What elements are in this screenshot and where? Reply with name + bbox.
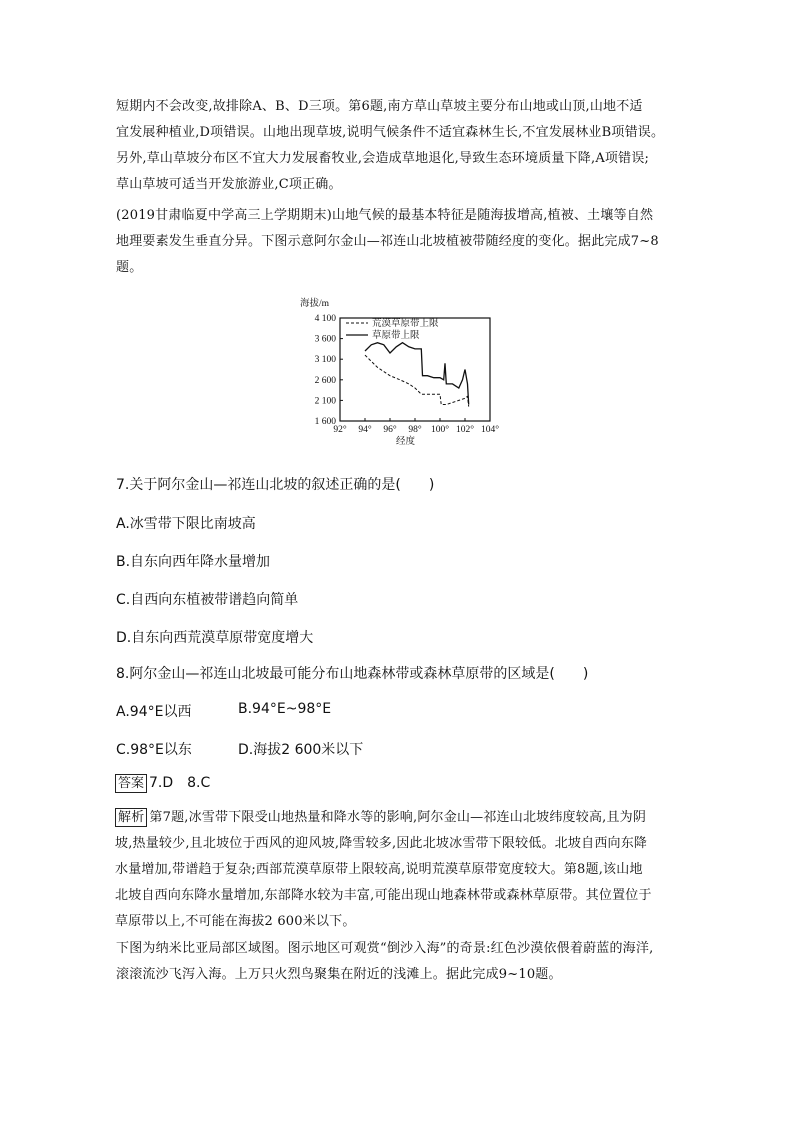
q7-option-b[interactable]: B.自东向西年降水量增加 — [116, 554, 271, 570]
text-line: 另外,草山草坡分布区不宜大力发展畜牧业,会造成草地退化,导致生态环境质量下降,A项错误; — [116, 151, 650, 166]
answer-tag: 答案 — [115, 774, 147, 793]
text-line: 宜发展种植业,D项错误。山地出现草坡,说明气候条件不适宜森林生长,不宜发展林业B项错误。 — [116, 125, 665, 140]
text-line: 草山草坡可适当开发旅游业,C项正确。 — [116, 177, 342, 192]
y-tick-label: 3 100 — [314, 355, 336, 366]
analysis-paragraph — [115, 805, 681, 935]
explanation-continued — [116, 94, 682, 198]
series-line-steppe — [365, 343, 469, 405]
legend — [346, 317, 439, 341]
q7-option-c[interactable]: C.自西向东植被带谱趋向简单 — [116, 592, 299, 608]
analysis-line: 北坡自西向东降水量增加,东部降水较为丰富,可能出现山地森林带或森林草原带。其位置位于 — [115, 888, 652, 903]
question-8-stem: 8.阿尔金山—祁连山北坡最可能分布山地森林带或森林草原带的区域是( ) — [116, 666, 589, 682]
x-tick-label: 102° — [455, 425, 475, 435]
x-tick-label: 92° — [333, 425, 347, 435]
q7-option-a[interactable]: A.冰雪带下限比南坡高 — [116, 516, 256, 532]
text-line: 下图为纳米比亚局部区域图。图示地区可观赏“倒沙入海”的奇景:红色沙漠依偎着蔚蓝的海洋, — [116, 941, 654, 956]
answer-row — [115, 772, 210, 793]
analysis-tag: 解析 — [115, 808, 147, 827]
y-tick-label: 4 100 — [314, 314, 336, 324]
question-context — [116, 203, 682, 281]
x-axis-label: 经度 — [396, 437, 416, 446]
text-line: 地理要素发生垂直分异。下图示意阿尔金山—祁连山北坡植被带随经度的变化。据此完成7~8 — [116, 234, 659, 249]
y-tick-label: 3 600 — [314, 334, 336, 345]
y-tick-label: 2 100 — [314, 396, 336, 407]
legend-label-steppe: 草原带上限 — [372, 331, 420, 341]
q8-option-b[interactable]: B.94°E~98°E — [238, 701, 332, 717]
x-tick-label: 104° — [480, 425, 500, 435]
y-tick-label: 1 600 — [314, 417, 336, 427]
x-tick-label: 94° — [358, 425, 372, 435]
text-line: 短期内不会改变,故排除A、B、D三项。第6题,南方草山草坡主要分布山地或山顶,山地不适 — [116, 99, 643, 114]
x-tick-label: 98° — [408, 425, 422, 435]
next-question-context — [116, 936, 682, 988]
question-7-stem: 7.关于阿尔金山—祁连山北坡的叙述正确的是( ) — [116, 477, 435, 493]
y-tick-label: 2 600 — [314, 375, 336, 386]
analysis-line: 草原带以上,不可能在海拔2 600米以下。 — [115, 914, 356, 929]
x-tick-label: 96° — [383, 425, 397, 435]
q8-option-c[interactable]: C.98°E以东 — [116, 742, 192, 758]
legend-label-desert-steppe: 荒漠草原带上限 — [372, 319, 439, 329]
series-line-desert-steppe — [365, 355, 469, 407]
q7-option-d[interactable]: D.自东向西荒漠草原带宽度增大 — [116, 630, 314, 646]
text-line: (2019甘肃临夏中学高三上学期期末)山地气候的最基本特征是随海拔增高,植被、土壤等自然 — [116, 208, 654, 223]
x-tick-label: 100° — [430, 425, 450, 435]
answer-text: 7.D 8.C — [149, 775, 211, 791]
analysis-line: 坡,热量较少,且北坡位于西风的迎风坡,降雪较多,因此北坡冰雪带下限较低。北坡自西向东降 — [115, 836, 648, 851]
analysis-line: 水量增加,带谱趋于复杂;西部荒漠草原带上限较高,说明荒漠草原带宽度较大。第8题,该山地 — [115, 862, 643, 877]
text-line: 滚滚流沙飞泻入海。上万只火烈鸟聚集在附近的浅滩上。据此完成9~10题。 — [116, 967, 562, 982]
q8-option-a[interactable]: A.94°E以西 — [116, 704, 192, 720]
analysis-line: 解析 第7题,冰雪带下限受山地热量和降水等的影响,阿尔金山—祁连山北坡纬度较高,且为阴 — [115, 805, 681, 831]
elevation-vegetation-chart — [296, 296, 506, 446]
q8-option-d[interactable]: D.海拔2 600米以下 — [238, 742, 364, 758]
text-line: 题。 — [116, 260, 143, 275]
y-axis-label: 海拔/m — [300, 299, 330, 309]
